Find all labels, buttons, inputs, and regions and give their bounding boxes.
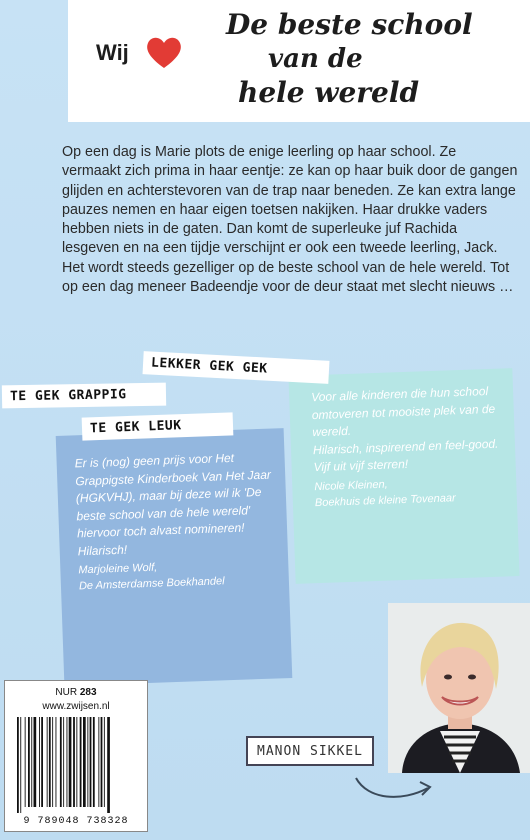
author-photo [388, 603, 530, 773]
isbn-number: 9 789048 738328 [23, 816, 129, 827]
tag-lekker-gek: LEKKER GEK GEK [143, 351, 330, 384]
author-name: MANON SIKKEL [246, 736, 374, 766]
quote-blue [74, 448, 284, 594]
barcode-icon [15, 717, 139, 813]
title-line-2: van de [268, 44, 363, 74]
quote-card-green [288, 368, 519, 584]
quote-blue-name: Marjoleine Wolf, [78, 561, 158, 577]
title-line-1: De beste school [226, 8, 473, 41]
blurb-text: Op een dag is Marie plots de enige leerling op haar school. Ze vermaakt zich prima in haar eentje: ze kan op haar buik door de gangen glijden en achterstevoren van de trap naar beneden. Ze kan extra lange pauzes nemen en haar eigen toetsen nakijken. Haar drukke vaders hebben niets in de gaten. Dan komt de superleuke juf Rachida lesgeven en na een tijdje verschijnt er ook een tweede leerling, Jack. Het wordt steeds gezelliger op de beste school van de hele wereld. Tot op een dag meneer Badeendje voor de deur staat met slecht nieuws … [62, 144, 518, 296]
heart-icon [144, 32, 184, 72]
nur-code [5, 687, 147, 698]
quote-green-line: Hilarisch, inspirerend en feel-good. [312, 436, 499, 457]
quote-green-line: Voor alle kinderen die hun school omtoveren tot mooiste plek van de wereld. [310, 384, 496, 440]
quote-green-name: Nicole Kleinen, [314, 478, 388, 493]
title-line-3: hele wereld [238, 76, 420, 109]
quote-card-blue [56, 428, 293, 686]
nur-value: 283 [79, 687, 97, 698]
title-wij: Wij [96, 40, 129, 65]
quote-blue-line: Er is (nog) geen prijs voor Het Grappigste Kinderboek Van Het Jaar (HGKVHJ), maar bij deze wil ik 'De beste school van de hele wereld' hiervoor toch alvast nomineren! [74, 450, 272, 541]
tag-te-gek-leuk: TE GEK LEUK [82, 412, 234, 440]
publisher-website: www.zwijsen.nl [42, 701, 110, 712]
nur-label: NUR [55, 687, 78, 698]
quote-green-line: Vijf uit vijf sterren! [313, 456, 409, 475]
arrow-icon [350, 770, 440, 804]
quote-green [311, 382, 510, 510]
quote-blue-line: Hilarisch! [77, 542, 128, 558]
tag-te-gek-grappig: TE GEK GRAPPIG [2, 383, 166, 409]
quote-blue-org: De Amsterdamse Boekhandel [78, 575, 225, 593]
book-title [226, 8, 526, 110]
quote-green-org: Boekhuis de kleine Tovenaar [314, 491, 456, 509]
barcode-box [4, 680, 148, 832]
